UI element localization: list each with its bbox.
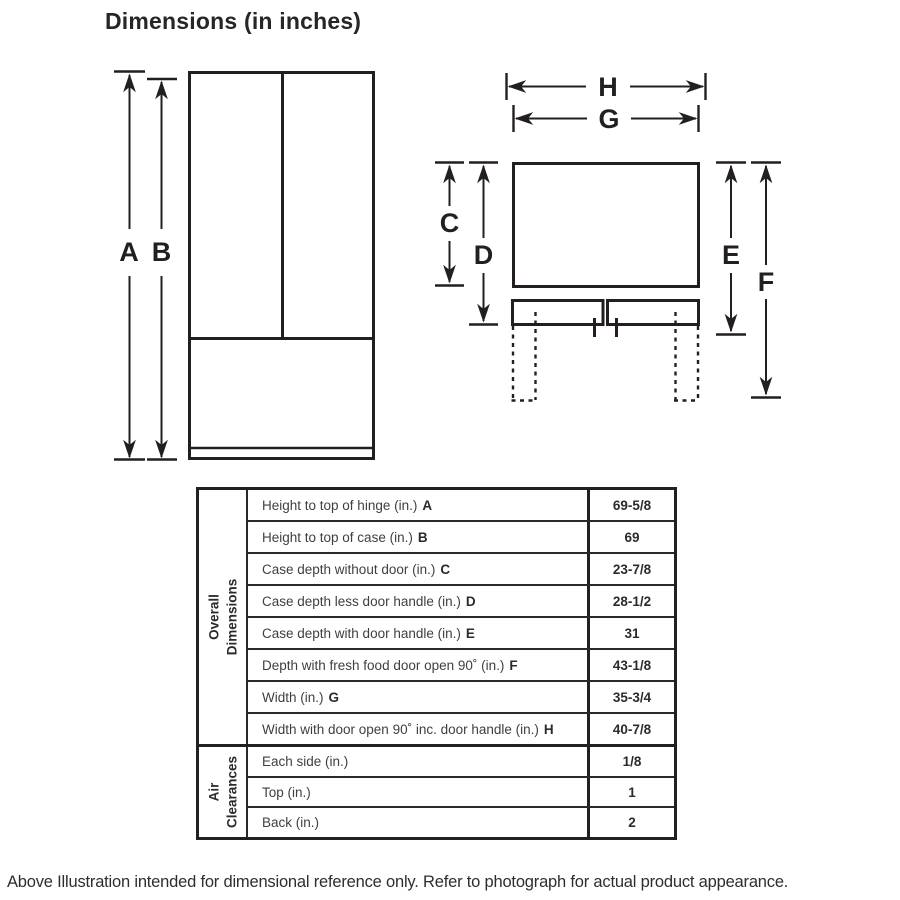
row-value: 43-1/8 [587, 650, 674, 680]
group-cell-overall-dimensions [199, 490, 248, 744]
dimension-F [751, 163, 781, 398]
row-value: 1/8 [587, 747, 674, 776]
dimension-D [469, 163, 498, 325]
dim-label-h: H [598, 72, 618, 102]
dim-label-b: B [151, 237, 172, 267]
table-section-overall-dimensions [199, 490, 674, 744]
table-row [248, 522, 674, 554]
table-row [248, 778, 674, 809]
dim-label-g: G [598, 104, 620, 134]
row-label: Width with door open 90˚ inc. door handle (in.) [262, 721, 539, 737]
dim-label-e: E [721, 240, 741, 270]
left-door-top-outline [513, 301, 604, 325]
group-cell-air-clearances [199, 747, 248, 837]
row-value: 40-7/8 [587, 714, 674, 744]
row-label: Back (in.) [262, 815, 320, 831]
row-value: 69 [587, 522, 674, 552]
row-value: 1 [587, 778, 674, 807]
row-letter: F [509, 657, 518, 673]
right-door-top-outline [608, 301, 699, 325]
row-letter: G [328, 689, 340, 705]
row-label: Case depth with door handle (in.) [262, 625, 461, 641]
row-value: 31 [587, 618, 674, 648]
row-label: Height to top of hinge (in.) [262, 497, 418, 513]
dimension-H [507, 72, 706, 102]
dimensions-table [196, 487, 677, 840]
row-value: 28-1/2 [587, 586, 674, 616]
row-label: Height to top of case (in.) [262, 529, 413, 545]
row-letter: C [440, 561, 451, 577]
dimension-G [514, 104, 699, 134]
table-row [248, 714, 674, 744]
dimension-C [435, 163, 464, 286]
dimension-B [147, 79, 177, 460]
row-letter: B [417, 529, 428, 545]
row-value: 35-3/4 [587, 682, 674, 712]
refrigerator-front-view [114, 72, 374, 460]
table-row [248, 554, 674, 586]
row-value: 2 [587, 808, 674, 837]
row-value: 23-7/8 [587, 554, 674, 584]
dimension-A [114, 72, 145, 460]
row-label: Width (in.) [262, 689, 324, 705]
row-label: Case depth without door (in.) [262, 561, 436, 577]
row-letter: H [543, 721, 554, 737]
row-value: 69-5/8 [587, 490, 674, 520]
row-letter: E [465, 625, 475, 641]
table-section-air-clearances [199, 744, 674, 837]
row-label: Depth with fresh food door open 90˚ (in.) [262, 657, 505, 673]
dim-label-c: C [439, 208, 460, 238]
dim-label-d: D [473, 240, 494, 270]
group-label-overall-dimensions: Overall Dimensions [205, 578, 239, 656]
group-label-air-clearances: Air Clearances [205, 756, 239, 829]
row-letter: D [465, 593, 476, 609]
footer-disclaimer: Above Illustration intended for dimensional reference only. Refer to photograph for actual product appearance. [7, 873, 789, 891]
table-row [248, 650, 674, 682]
table-row [248, 618, 674, 650]
row-label: Each side (in.) [262, 754, 349, 770]
table-row [248, 586, 674, 618]
refrigerator-top-view [435, 72, 781, 401]
table-row [248, 808, 674, 837]
row-label: Top (in.) [262, 784, 311, 800]
table-row [248, 490, 674, 522]
row-letter: A [422, 497, 433, 513]
table-row [248, 747, 674, 778]
row-label: Case depth less door handle (in.) [262, 593, 461, 609]
dim-label-a: A [119, 237, 139, 267]
dim-label-f: F [757, 267, 775, 297]
case-top-outline [514, 164, 699, 287]
dimension-E [716, 163, 746, 335]
page-title: Dimensions (in inches) [105, 8, 362, 34]
table-row [248, 682, 674, 714]
